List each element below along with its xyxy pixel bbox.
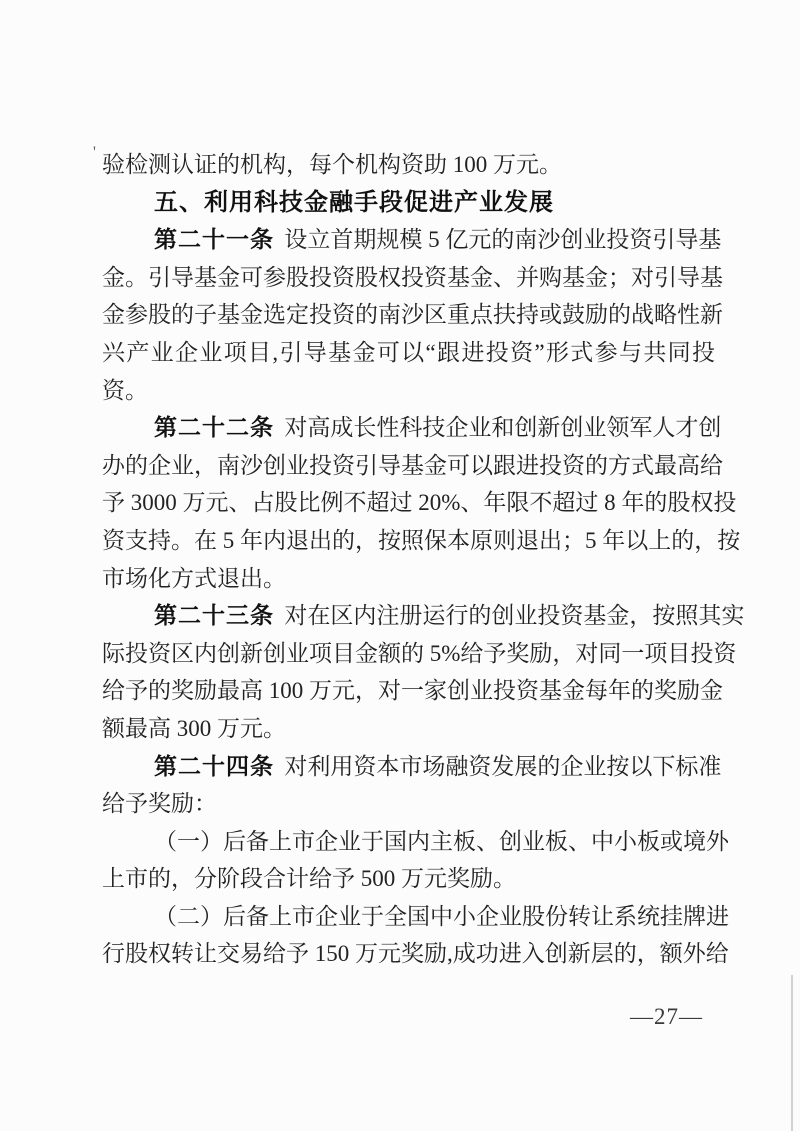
line-text: 资支持。在 5 年内退出的，按照保本原则退出；5 年以上的，按 xyxy=(102,527,741,553)
text-line xyxy=(102,635,737,673)
text-line xyxy=(102,296,723,334)
line-text: 予 3000 万元、占股比例不超过 20%、年限不超过 8 年的股权投 xyxy=(102,490,737,516)
line-text: （一）后备上市企业于国内主板、创业板、中小板或境外 xyxy=(154,828,729,854)
article-line xyxy=(102,409,722,447)
text-line xyxy=(102,823,729,861)
text-line xyxy=(102,259,723,297)
text-line xyxy=(102,146,715,184)
document-body xyxy=(102,146,745,973)
text-line xyxy=(102,785,715,823)
heading-text: 五、利用科技金融手段促进产业发展 xyxy=(154,188,554,216)
article-line xyxy=(102,221,722,259)
line-text: 行股权转让交易给予 150 万元奖励,成功进入创新层的，额外给 xyxy=(102,941,729,967)
text-line xyxy=(102,522,741,560)
line-text: 金参股的子基金选定投资的南沙区重点扶持或鼓励的战略性新 xyxy=(102,302,723,328)
line-text: 对利用资本市场融资发展的企业按以下标准 xyxy=(284,753,722,779)
text-line xyxy=(102,484,737,522)
line-text: 额最高 300 万元。 xyxy=(102,715,286,741)
line-text: 市场化方式退出。 xyxy=(102,565,286,591)
text-line xyxy=(102,672,723,710)
article-number: 第二十三条 xyxy=(154,602,274,629)
line-text: 给予的奖励最高 100 万元，对一家创业投资基金每年的奖励金 xyxy=(102,678,723,704)
line-text: 设立首期规模 5 亿元的南沙创业投资引导基 xyxy=(284,227,722,253)
line-text: 际投资区内创新创业项目金额的 5%给予奖励，对同一项目投资 xyxy=(102,640,737,666)
scan-artifact-mark: ' xyxy=(93,144,96,161)
line-text: 对高成长性科技企业和创新创业领军人才创 xyxy=(284,415,722,441)
line-text: （二）后备上市企业于全国中小企业股份转让系统挂牌进 xyxy=(154,903,729,929)
article-line xyxy=(102,748,722,786)
section-heading xyxy=(102,184,715,222)
text-line xyxy=(102,898,729,936)
page-number: —27— xyxy=(630,1004,703,1029)
scan-edge-line xyxy=(791,975,793,1131)
text-line xyxy=(102,372,715,410)
text-line xyxy=(102,560,715,598)
line-text: 兴产业企业项目,引导基金可以“跟进投资”形式参与共同投 xyxy=(102,339,715,365)
line-text: 办的企业，南沙创业投资引导基金可以跟进投资的方式最高给 xyxy=(102,452,723,478)
line-text: 验检测认证的机构，每个机构资助 100 万元。 xyxy=(102,152,562,177)
text-line xyxy=(102,334,715,372)
line-text: 给予奖励： xyxy=(102,791,217,817)
text-line xyxy=(102,447,723,485)
line-text: 金。引导基金可参股投资股权投资基金、并购基金；对引导基 xyxy=(102,264,723,290)
article-number: 第二十二条 xyxy=(154,414,274,441)
text-line xyxy=(102,710,715,748)
line-text: 资。 xyxy=(102,377,148,403)
line-text: 对在区内注册运行的创业投资基金，按照其实 xyxy=(284,603,745,629)
text-line xyxy=(102,860,715,898)
text-line xyxy=(102,935,729,973)
article-number: 第二十一条 xyxy=(154,226,274,253)
line-text: 上市的，分阶段合计给予 500 万元奖励。 xyxy=(102,866,516,892)
article-number: 第二十四条 xyxy=(154,752,274,779)
article-line xyxy=(102,597,745,635)
